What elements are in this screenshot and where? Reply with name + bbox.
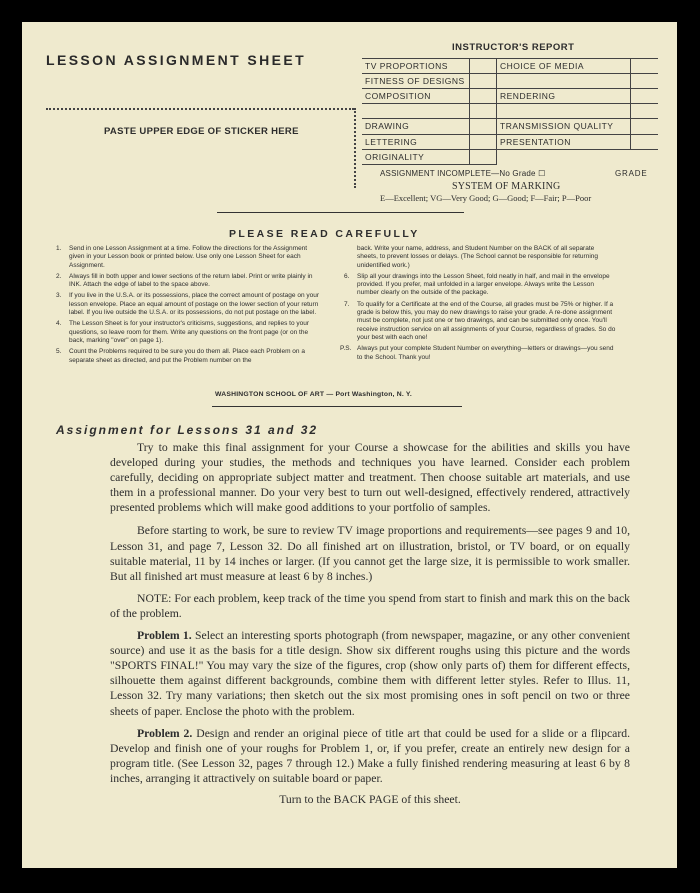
report-item-composition: COMPOSITION	[365, 91, 431, 101]
instruction-item	[52, 348, 322, 365]
instructors-report-grid	[362, 58, 658, 166]
instruction-number: 1.	[56, 245, 62, 252]
problem-1	[110, 628, 630, 719]
instruction-item	[52, 273, 322, 290]
report-item-lettering: LETTERING	[365, 137, 418, 147]
instruction-continuation: back. Write your name, address, and Student Number on the BACK of all separate sheets, to prevent losses or delays. (The School cannot be responsible for returning unidentified work.)	[357, 245, 598, 269]
instruction-text: The Lesson Sheet is for your instructor's criticisms, suggestions, and replies to your questions, so leave room for them. Write any questions on the front page (or on the back, marking "over" on page 1).	[69, 320, 310, 344]
assignment-incomplete-text: ASSIGNMENT INCOMPLETE—No Grade ☐	[380, 169, 546, 178]
sticker-edge-dotted-line	[46, 108, 354, 110]
grade-label: GRADE	[615, 169, 648, 178]
instructions-column-right	[340, 245, 616, 365]
school-address: WASHINGTON SCHOOL OF ART — Port Washington, N. Y.	[215, 391, 412, 398]
instructors-report-title: INSTRUCTOR'S REPORT	[452, 42, 575, 53]
problem-1-text: Select an interesting sports photograph (from newspaper, magazine, or any other convenient source) and use it as the basis for a title design. Show six different roughs using this picture and the words "SPORTS FINAL!" You may vary the size of the figures, crop (show only parts of) them for different effects, silhouette them against different backgrounds, combine them with different letter styles. Refer to Illus. 11, Lesson 32. Try many variations; then sketch out the six most promising ones in soft pencil on two or three sheets of paper. Enclose the photo with the problem.	[110, 629, 631, 718]
instruction-item	[52, 292, 322, 317]
report-item-drawing: DRAWING	[365, 121, 410, 131]
report-item-presentation: PRESENTATION	[500, 137, 571, 147]
sticker-edge-dotted-vertical	[354, 108, 356, 188]
problem-1-label: Problem 1.	[137, 629, 192, 643]
report-item-rendering: RENDERING	[500, 91, 556, 101]
instructions-column-left	[52, 245, 322, 368]
instruction-text: Slip all your drawings into the Lesson Sheet, fold neatly in half, and mail in the envelope provided. If you prefer, mail unfolded in a larger envelope. Always write the Lesson number clearly on the outside of the package.	[357, 272, 610, 297]
assignment-paragraph: Try to make this final assignment for your Course a showcase for the abilities and skills you have developed during your studies, the methods and techniques you have learned. Consider each problem carefully, deciding on appropriate subject matter and treatment. Then choose suitable art materials, and use them in a professional manner. Do your very best to turn out well-designed, effectively rendered, attractively presented problems which will make good additions to your portfolio of samples.	[110, 441, 630, 515]
instruction-number: 4.	[56, 320, 62, 328]
assignment-title: Assignment for Lessons 31 and 32	[56, 423, 319, 437]
system-of-marking: SYSTEM OF MARKING	[452, 181, 561, 192]
please-read-heading: PLEASE READ CAREFULLY	[229, 228, 420, 240]
report-item-originality: ORIGINALITY	[365, 152, 425, 162]
divider-rule	[217, 212, 464, 213]
closing-instruction: Turn to the BACK PAGE of this sheet.	[279, 792, 461, 806]
instruction-text: Always fill in both upper and lower sections of the return label. Print or write plainly in INK. Attach the edge of label to the space above.	[69, 272, 313, 289]
divider-rule	[212, 406, 462, 407]
marking-legend: E—Excellent; VG—Very Good; G—Good; F—Fair; P—Poor	[380, 193, 592, 203]
instruction-text: Always put your complete Student Number on everything—letters or drawings—you send to the School. Thank you!	[357, 345, 614, 361]
problem-2	[110, 726, 630, 786]
instruction-item	[340, 345, 616, 362]
instruction-item	[52, 245, 322, 270]
instruction-number: 7.	[344, 300, 350, 308]
report-item-fitness-of-designs: FITNESS OF DESIGNS	[365, 76, 465, 86]
lesson-sheet	[22, 22, 677, 868]
instruction-number: 3.	[56, 292, 62, 300]
report-item-tv-proportions: TV PROPORTIONS	[365, 61, 448, 71]
problem-2-label: Problem 2.	[137, 726, 193, 740]
instruction-text: To qualify for a Certificate at the end of the Course, all grades must be 75% or higher. If a grade is below this, you may do new drawings to raise your grade. A re-done assignment must be complete, not just one or two drawings, and can be submitted only once. You'll receive instruction service on all assignments of your Course, regardless of grades. So do your best with each one!	[357, 300, 616, 341]
assignment-body	[110, 440, 630, 807]
paste-sticker-label: PASTE UPPER EDGE OF STICKER HERE	[104, 126, 299, 137]
instruction-number: 2.	[56, 272, 62, 280]
assignment-paragraph: Before starting to work, be sure to review TV image proportions and requirements—see pages 9 and 10, Lesson 31, and page 7, Lesson 32. Do all finished art on illustration, bristol, or TV board, or on equally suitable material, 11 by 14 inches or larger. (If you cannot get the large size, it is permissible to work smaller. But all finished art must measure at least 6 by 8 inches.)	[110, 524, 630, 583]
instruction-number: P.S.	[340, 345, 352, 353]
instruction-text: Count the Problems required to be sure you do them all. Place each Problem on a separate sheet as directed, and put the Problem number on the	[69, 348, 305, 364]
instruction-item	[340, 301, 616, 342]
report-item-transmission-quality: TRANSMISSION QUALITY	[500, 121, 614, 131]
assignment-note: NOTE: For each problem, keep track of the time you spend from start to finish and mark this on the back of the problem.	[110, 591, 630, 620]
instruction-item	[52, 320, 322, 345]
instruction-number: 5.	[56, 348, 62, 356]
instruction-text: Send in one Lesson Assignment at a time. Follow the directions for the Assignment given in your Lesson book or printed below. Use only one Lesson Sheet for each Assignment.	[69, 245, 308, 269]
report-item-choice-of-media: CHOICE OF MEDIA	[500, 61, 585, 71]
instruction-text: If you live in the U.S.A. or its possessions, place the correct amount of postage on your lesson envelope. Place an equal amount of postage on the lower section of your return label. If you live outside the U.S.A. or its possessions, do not put postage on the label.	[69, 292, 320, 317]
instruction-item	[340, 273, 616, 298]
sheet-title: LESSON ASSIGNMENT SHEET	[46, 52, 307, 68]
assignment-incomplete-line	[380, 169, 648, 178]
problem-2-text: Design and render an original piece of title art that could be used for a slide or a flipcard. Develop and finish one of your roughs for Problem 1, or, if you prefer, create an entirely new design for a program title. (See Lesson 32, pages 7 through 12.) Make a fully finished rendering measuring at least 6 by 8 inches, arranging it attractively on suitable board or paper.	[110, 726, 631, 785]
instruction-number: 6.	[344, 272, 350, 280]
